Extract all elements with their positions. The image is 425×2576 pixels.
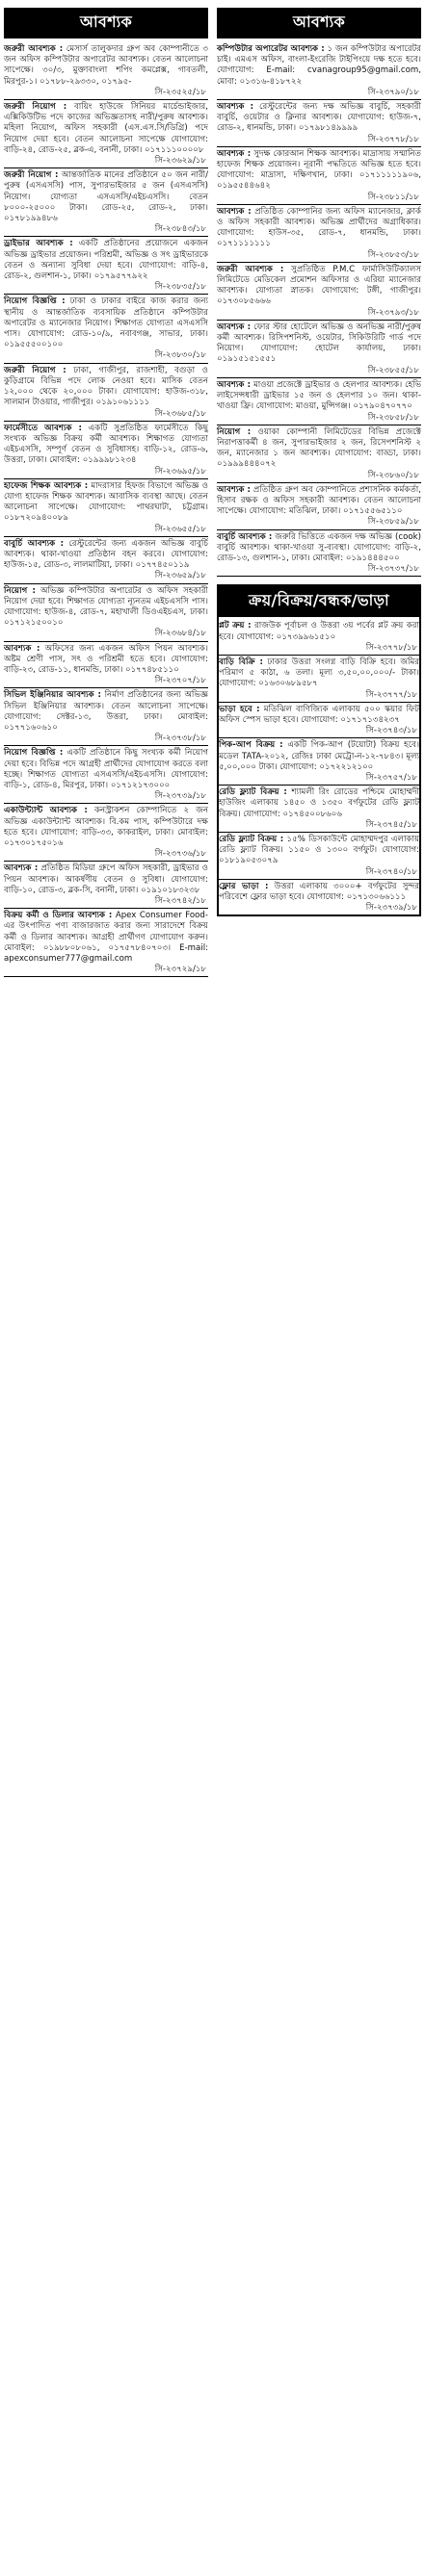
ad-title: নিয়োগ : — [4, 585, 36, 596]
classified-ad — [217, 147, 421, 205]
section-header: ক্রয়/বিক্রয়/বন্ধক/ভাড়া — [219, 586, 419, 617]
classified-ad — [217, 321, 421, 378]
ad-title: আবশ্যক : — [217, 148, 252, 159]
ad-title: প্লট ক্রয় : — [219, 621, 252, 631]
ad-reference: সি-২৩৭৩৭/১৮ — [367, 564, 419, 575]
ad-title: সিভিল ইঞ্জিনিয়ার আবশ্যক : — [4, 690, 101, 701]
ad-reference: সি-২৩৭৩৯/১৮ — [154, 791, 206, 802]
classified-ad — [4, 100, 208, 168]
ad-reference: সি-২৩৭৪৫/১৮ — [365, 819, 417, 830]
classified-ad — [4, 364, 208, 422]
ad-body: মেসার্স তালুকদার গ্রুপ অব কোম্পানীতে ৩ জন অফিস কম্পিউটার অপারেটর আবশ্যক। বেতন আলোচনা সাপেক্ষে। ৩০/৩, মুক্তাবাংলা শপিং কমপ্লেক্স, গাবতলী, মিরপুর-১। ০১৭৮৮-২৯৩৩০, ০১৭৯৫- — [4, 44, 209, 87]
ad-title: ড্রাইভার আবশ্যক : — [4, 239, 73, 249]
ad-body: ঢাকার উত্তরা সংলগ্ন বাড়ি বিক্রি হবে। জমির পরিমাণ ৫ কাঠা, ৬ তলা। মূল্য ৩,৫০,০০,০০০/- টাকা। যোগাযোগ: ০১৬৩০৬৮৯৫৮৭ — [219, 657, 419, 689]
ad-title: বাবুর্চি আবশ্যক : — [4, 538, 65, 549]
ad-title: আবশ্যক : — [4, 863, 39, 874]
ad-body: বায়িং হাউজে সিনিয়র মার্চেন্ডাইজার, এক্সিকিউটিভ পদে কাজের অভিজ্ঞতাসহ নারী/পুরুষ আবশ্যক। মহিলা নিয়োগ, অফিস সহকারী (এস.এস.সি/ডিগ্রি) পদে নিয়োগ দেয়া হবে। বেতন আলোচনা সাপেক্ষে যোগাযোগ: বাড়ি-২৪, রোড-২৫, ব্লক-এ, বনানী, ঢাকা। ০১৭১১১০০০০৮ — [4, 102, 208, 155]
sales-section — [217, 584, 421, 916]
classified-ad — [4, 479, 208, 537]
ad-reference: সি-২৩৭৩৮/১৮ — [154, 734, 206, 744]
ad-title: বাবুর্চি আবশ্যক : — [217, 531, 273, 542]
ad-title: রেডি ফ্ল্যাট বিক্রয় : — [219, 787, 287, 798]
ad-title: জরুরী নিয়োগ : — [4, 170, 59, 181]
ad-body: শ্যামলী রিং রোডের পশ্চিমে মোহাম্মদী হাউজিং এলাকায় ১৪৫০ ও ১৩৫০ বর্গফুটের রেডি ফ্ল্যাট বিক্রয়। যোগাযোগ: ০১৭৪৫০০৮৬০৬ — [219, 787, 420, 819]
ad-body: প্রতিষ্ঠিত গ্রুপ অব কোম্পানিতে প্রশাসনিক কর্মকর্তা, হিসাব রক্ষক ও অফিস সহকারী আবশ্যক। বেতন আলোচনা সাপেক্ষে। যোগাযোগ: মতিঝিল, ঢাকা। ০১৭১৫৫৬৫১১০ — [217, 484, 422, 517]
ad-reference: সি-২৩৭৯০/১৮ — [367, 87, 419, 97]
classified-ad — [4, 804, 208, 862]
ad-body: মাওয়া প্রজেক্টে ড্রাইভার ও হেলপার আবশ্যক। হেভি লাইসেন্সধারী ড্রাইভার ১৫ জন ও হেলপার ১০ জন। থাকা-খাওয়া ফ্রি। যোগাযোগ: মাওয়া, মুন্সিগঞ্জ। ০১৭৯০৪৭০৭৭০ — [217, 379, 422, 412]
classified-ad — [219, 703, 419, 739]
ad-reference: সি-২৩৬৮৪/১৮ — [154, 629, 206, 639]
classified-ad — [4, 746, 208, 804]
ad-title: বিক্রয় কর্মী ও ডিলার আবশ্যক : — [4, 911, 113, 921]
ad-body: জরুরি ভিত্তিতে একজন দক্ষ অভিজ্ঞ (cook) বাবুর্চি আবশ্যক। থাকা-খাওয়া সু-ব্যবস্থা। যোগাযোগ: বাড়ি-২, রোড-১৩, গুলশান-১, ঢাকা। মোবাইল: ০১৯১৪৪৪৫০০ — [217, 531, 421, 563]
ads-list — [4, 42, 208, 977]
ad-body: একটি পিক-আপ (টয়োটা) বিক্রয় হবে। মডেল TATA-২০১২, রেজিঃ ঢাকা মেট্রো-ন-১২-৭৮৪৩। মূল্য ৫,০০,০০০ টাকা। যোগাযোগ: ০১৭২২১২১০০ — [219, 740, 420, 772]
classified-ad — [4, 42, 208, 100]
ad-body: একটি সুপ্রতিষ্ঠিত ফার্মেসীতে কিছু সংখ্যক অভিজ্ঞ বিক্রয় কর্মী আবশ্যক। শিক্ষাগত যোগ্যতা এইচএসসি, সম্পূর্ণ বেতন ও সুবিধাসহ। বাড়ি-১২, রোড-৬, উত্তরা, ঢাকা। মোবাইল: ০১৯৯৯৮১২৩৪ — [4, 423, 208, 466]
ad-title: আবশ্যক : — [217, 322, 252, 332]
ad-body: কনস্ট্রাকশন কোম্পানিতে ২ জন অভিজ্ঞ একাউন্ট্যান্ট আবশ্যক। বি.কম পাস, কম্পিউটারে দক্ষ হতে হবে। যোগাযোগ: বাড়ি-৩৩, কাকরাইল, ঢাকা। মোবাইল: ০১৭৩০১৭৫০১৬ — [4, 806, 209, 849]
classified-ad — [217, 425, 421, 483]
classified-ad — [217, 378, 421, 425]
ad-title: হাফেজ শিক্ষক আবশ্যক : — [4, 480, 89, 491]
ads-list — [217, 42, 421, 577]
ad-body: মাদরাসার হিফজ বিভাগে অভিজ্ঞ ও যোগ্য হাফেজ শিক্ষক আবশ্যক। আবাসিক ব্যবস্থা আছে। বেতন আলোচনা সাপেক্ষে। যোগাযোগ: পাথরঘাটা, চট্টগ্রাম। ০১৮৭২০৯৪০০৮৯ — [4, 480, 209, 524]
ad-title: নিয়োগ বিজ্ঞপ্তি : — [4, 748, 64, 759]
classified-ad — [217, 263, 421, 321]
classified-ad — [4, 168, 208, 237]
ad-reference: সি-২৩৭৭৮/১৮ — [365, 642, 417, 653]
ad-body: সুদক্ষ কোরআন শিক্ষক আবশ্যক। মাদ্রাসায় সম্মানিত হাফেজ শিক্ষক প্রয়োজন। নূরানী পদ্ধতিতে অভিজ্ঞ হতে হবে। যোগাযোগ: মাদ্রাসা, দক্ষিণখান, ঢাকা। ০১৭১১১১১৯০৬, ০১৯৫৫৪৪৬৪২ — [217, 148, 421, 192]
classified-ad — [217, 483, 421, 530]
ad-reference: সি-২৩৭৫৭/১৮ — [365, 772, 417, 783]
ad-body: অভিজ্ঞ কম্পিউটার অপারেটর ও অফিস সহকারী নিয়োগ দেয়া হবে। শিক্ষাগত যোগ্যতা ন্যূনতম এইচএসসি পাস। যোগাযোগ: হাউজ-৪, রোড-৭, মহাখালী ডিওএইচএস, ঢাকা। ০১৭১২১৫০০১০ — [4, 585, 208, 629]
ad-body: ওয়াকা কোম্পানী লিমিটেডের বিভিন্ন প্রজেক্টে নিরাপত্তাকর্মী ৪ জন, সুপারভাইজার ২ জন, রিসেপশনিস্ট ২ জন, ম্যানেজার ১ জন আবশ্যক। যোগাযোগ: বাড্ডা, ঢাকা। ০১৯৯৯৪৪৪০৭২ — [217, 426, 421, 470]
ad-body: একটি প্রতিষ্ঠানের প্রয়োজনে একজন অভিজ্ঞ ড্রাইভার প্রয়োজন। পরিশ্রমী, অভিজ্ঞ ও সৎ ড্রাইভারকে বেতন ও অন্যান্য সুবিধা দেয়া হবে। যোগাযোগ: বাড়ি-৪, রোড-২, গুলশান-১, ঢাকা। ০১৭৯৫৭৭৯২২ — [4, 239, 208, 282]
classified-ad — [219, 833, 419, 880]
ad-title: জরুরী নিয়োগ : — [4, 365, 66, 375]
ad-body: মতিঝিল বাণিজ্যিক এলাকায় ৫০০ স্কয়ার ফিট অফিস স্পেস ভাড়া হবে। যোগাযোগ: ০১৭১৭১৩৪২৩৭ — [219, 704, 419, 725]
section-header: আবশ্যক — [4, 8, 208, 39]
ad-reference: সি-২৩৮৪৩/১৮ — [154, 224, 206, 235]
ad-reference: সি-২৩৮১১/১৮ — [367, 192, 419, 202]
ad-body: আন্তর্জাতিক মানের প্রতিষ্ঠানে ৫০ জন নারী/পুরুষ (এসএসসি) পাস, সুপারভাইজার ৫ জন (এসএসসি) নিয়োগ। যোগ্যতা এসএসসি/এইচএসসি। বেতন ৮০০০-২৫০০০ টাকা। রোড-২৫, রোড-২, ঢাকা। ০১৭৮১৯৯৪৮৬ — [4, 170, 209, 224]
ad-reference: সি-২৩৬৫৯/১৮ — [154, 571, 206, 581]
classified-ad — [4, 584, 208, 642]
ad-reference: সি-২৩৬৮৫/১৮ — [154, 408, 206, 419]
ad-body: একটি প্রতিষ্ঠানে কিছু সংখ্যক কর্মী নিয়োগ দেয়া হবে। বিভিন্ন পদে আগ্রহী প্রার্থীদের যোগাযোগ করতে বলা হচ্ছে। শিক্ষাগত যোগ্যতা এসএসসি/এইচএসসি। যোগাযোগ: বাড়ি-১, রোড-৪, মিরপুর, ঢাকা। ০১৭১২১৭৩০০০ — [4, 748, 208, 790]
ad-title: বাড়ি বিক্রি : — [219, 657, 263, 667]
ad-reference: সি-২৩৭৭৮/১৮ — [367, 134, 419, 144]
ad-reference: সি-২৩৬৫৫/১৮ — [154, 524, 206, 534]
section-header: আবশ্যক — [217, 8, 421, 39]
classified-ad — [219, 656, 419, 703]
left-column — [4, 8, 208, 977]
classified-ad — [4, 688, 208, 746]
ad-title: জরুরী নিয়োগ : — [4, 102, 67, 113]
ad-body: নির্মাণ প্রতিষ্ঠানের জন্য অভিজ্ঞ সিভিল ইঞ্জিনিয়ার আবশ্যক। বেতন আলোচনা সাপেক্ষে। যোগাযোগ: সেক্টর-১৩, উত্তরা, ঢাকা। মোবাইল: ০১৭৭১৬০৬১০ — [4, 690, 208, 733]
classified-ad — [219, 619, 419, 656]
ad-reference: সি-২৩৮৫৩/১৮ — [367, 249, 419, 260]
ad-title: পিক-আপ বিক্রয় : — [219, 740, 283, 751]
ad-body: রেস্টুরেন্টের জন্য দক্ষ অভিজ্ঞ বাবুর্চি, সহকারী বাবুর্চি, ওয়েটার ও ক্লিনার আবশ্যক। যোগাযোগ: হাউজ-৭, রোড-২, ধানমন্ডি, ঢাকা। ০১৭৯৮১৪৯৯৯৯ — [217, 102, 421, 134]
classified-ad — [217, 530, 421, 578]
ad-body: প্রতিষ্ঠিত কোম্পানির জন্য অফিস ম্যানেজার, ক্লার্ক ও অফিস সহকারী আবশ্যক। অভিজ্ঞ প্রার্থীদের অগ্রাধিকার। যোগাযোগ: হাউস-৩৫, রোড-৭, ধানমন্ডি, ঢাকা। ০১৭১১১১১১১ — [217, 206, 421, 249]
ad-reference: সি-২৩৭৯৩/১৮ — [367, 307, 419, 318]
ad-title: আবশ্যক : — [217, 484, 251, 495]
ad-reference: সি-২৩৮৩০/১৮ — [154, 350, 206, 361]
ad-reference: সি-২৩৭৩৯/১৮ — [365, 903, 417, 914]
ad-reference: সি-২৩৭৩৬/১৮ — [154, 849, 206, 860]
ad-body: ঢাকা, গাজীপুর, রাজশাহী, বগুড়া ও কুড়িগ্রামে বিভিন্ন পদে লোক নেওয়া হবে। মাসিক বেতন ১২,০০০ থেকে ২০,০০০ টাকা। যোগাযোগ: হাউজ-৩১৮, সালমান টাওয়ার, গাজীপুর। ০১৯১০৬১১১১ — [4, 365, 208, 408]
classified-ad — [4, 909, 208, 977]
ad-title: ফ্লোর ভাড়া : — [219, 881, 269, 891]
ad-reference: সি-২৩৬৯৫/১৮ — [154, 466, 206, 477]
right-column — [217, 8, 421, 916]
ad-body: রেস্টুরেন্টের জন্য একজন অভিজ্ঞ বাবুর্চি আবশ্যক। থাকা-খাওয়া প্রতিষ্ঠান বহন করবে। যোগাযোগ: হাউজ-১৫, রোড-৩, লালমাটিয়া, ঢাকা। ০১৭৭৪৫০১১৯ — [4, 538, 208, 571]
classified-ad — [4, 237, 208, 295]
ad-reference: সি-২৩৭০৭/১৮ — [154, 676, 206, 686]
ad-body: ১ জন কম্পিউটার অপারেটর চাই। এমএস অফিস, বাংলা-ইংরেজি টাইপিংয়ে দক্ষ হতে হবে। যোগাযোগ: E-mail: cvanagroup95@gmail.com, মোবা: ০১৩১৬-৪১৮৭২২ — [217, 44, 421, 87]
ad-title: একাউন্ট্যান্ট আবশ্যক : — [4, 806, 88, 816]
ad-body: উত্তরা এলাকায় ৩০০০+ বর্গফুটের সুন্দর পরিবেশে ফ্লোর ভাড়া হবে। যোগাযোগ: ০১৭১৩০৬৬১১১ — [219, 881, 419, 903]
classified-ad — [219, 880, 419, 915]
ad-reference: সি-২৩৮৬০/১৮ — [367, 470, 419, 480]
classified-ad — [219, 786, 419, 833]
classified-ad — [219, 738, 419, 786]
ad-body: ঢাকা ও ঢাকার বাইরে কাজ করার জন্য স্থানীয় ও আন্তর্জাতিক ব্যবসায়িক প্রতিষ্ঠানে কম্পিউটার অপারেটর ও ম্যানেজার নিয়োগ। শিক্ষাগত যোগ্যতা এসএসসি পাস। যোগাযোগ: রোড-১০/৯, নবাবগঞ্জ, সাভার, ঢাকা। ০১৯৫৫৫০০১০০ — [4, 296, 208, 350]
ad-reference: সি-২৩৮৩৫/১৮ — [154, 282, 206, 293]
ad-body: Apex Consumer Food-এর উৎপাদিত পণ্য বাজারজাত করার জন্য সারাদেশে বিক্রয় কর্মী ও ডিলার আবশ্যক। আগ্রহী প্রার্থীগণ যোগাযোগ করুন। মোবাইল: ০১৯৮৮০৮০৬১, ০১৭৫৭৮৪০৭০৩। E-mail: apexconsumer777@gmail.com — [4, 911, 208, 965]
ad-reference: সি-২৩৭৪২/১৮ — [154, 896, 206, 907]
classified-ad — [217, 100, 421, 147]
ad-reference: সি-২৩৬২৯/১৮ — [154, 156, 206, 167]
classified-ad — [4, 642, 208, 689]
ad-title: আবশ্যক : — [217, 379, 252, 390]
ad-body: রাজউক পূর্বাচল ও উত্তরা ৩য় পর্বের প্লট ক্রয় করা হবে। যোগাযোগ: ০১৭৩৯৯৬১৫১০ — [219, 621, 419, 642]
ad-reference: সি-২৩৮৫৫/১৮ — [367, 365, 419, 375]
classified-ad — [4, 295, 208, 363]
classified-ad — [4, 537, 208, 584]
ad-body: সুপ্রতিষ্ঠিত P.M.C ফার্মাসিউটিক্যালস লিমিটেডে মেডিকেল প্রমোশন অফিসার ও এরিয়া ম্যানেজার আবশ্যক। যোগ্যতা স্নাতক। যোগাযোগ: টঙ্গী, গাজীপুর। ০১৭৩০৮৫৬৬৬ — [217, 264, 421, 307]
ad-reference: সি-২৩৭২৯/১৮ — [154, 965, 206, 975]
ad-title: ফার্মেসীতে আবশ্যক : — [4, 423, 82, 433]
ad-body: অফিসের জন্য একজন অফিস পিয়ন আবশ্যক। অষ্টম শ্রেণী পাস, সৎ ও পরিশ্রমী হতে হবে। যোগাযোগ: বাড়ি-২৩, রোড-১১, ধানমন্ডি, ঢাকা। ০১৭৭৪৮৫১১০ — [4, 643, 209, 675]
ad-body: ১৫% ডিসকাউন্টে মোহাম্মদপুর এলাকায় রেডি ফ্ল্যাট বিক্রয়। ১১৫০ ও ১৩০০ বর্গফুট। যোগাযোগ: ০১৮১৯০৫৩০৭৯ — [219, 835, 420, 866]
ad-title: রেডি ফ্ল্যাট বিক্রয় : — [219, 835, 284, 844]
ad-title: আবশ্যক : — [217, 102, 254, 113]
classified-ad — [217, 42, 421, 100]
ad-title: আবশ্যক : — [217, 206, 252, 217]
ad-title: নিয়োগ : — [217, 426, 252, 437]
ad-reference: সি-২৩৭৪০/১৮ — [365, 866, 417, 877]
ad-title: কম্পিউটার অপারেটর আবশ্যক : — [217, 44, 325, 54]
ad-title: ভাড়া হবে : — [219, 704, 260, 714]
ad-reference: সি-২৩৮৫৮/১৮ — [367, 412, 419, 423]
classified-ad — [217, 205, 421, 263]
ad-title: জরুরী আবশ্যক : — [217, 264, 284, 274]
ad-body: ফোর স্টার হোটেলে অভিজ্ঞ ও অনভিজ্ঞ নারী/পুরুষ কর্মী আবশ্যক। রিসিপশনিস্ট, ওয়েটার, সিকিউরিটি গার্ড পদে নিয়োগ। যোগাযোগ: হোটেল কার্যালয়, ঢাকা। ০১৯১৫১৫১৫৫১ — [217, 322, 422, 365]
ad-title: আবশ্যক : — [4, 643, 40, 654]
ad-body: প্রতিষ্ঠিত মিডিয়া গ্রুপে অফিস সহকারী, ড্রাইভার ও পিয়ন আবশ্যক। আকর্ষণীয় বেতন ও সুবিধা। যোগাযোগ: বাড়ি-১০, রোড-৩, ব্লক-সি, বনানী, ঢাকা। ০১৯১০১৮৩২৩৮ — [4, 863, 209, 895]
ad-reference: সি-২৩৮৫৯/১৮ — [367, 517, 419, 528]
ad-reference: সি-২৩৭৭৭/১৮ — [365, 689, 417, 700]
classified-ad — [4, 422, 208, 479]
ad-title: নিয়োগ বিজ্ঞপ্তি : — [4, 296, 66, 307]
ad-title: জরুরী আবশ্যক : — [4, 44, 64, 54]
ads-list — [219, 619, 419, 914]
classified-ad — [4, 862, 208, 909]
ad-reference: সি-২৩৫২৫/১৮ — [154, 87, 206, 97]
ad-reference: সি-২৩৭৪৩/১৮ — [365, 726, 417, 736]
